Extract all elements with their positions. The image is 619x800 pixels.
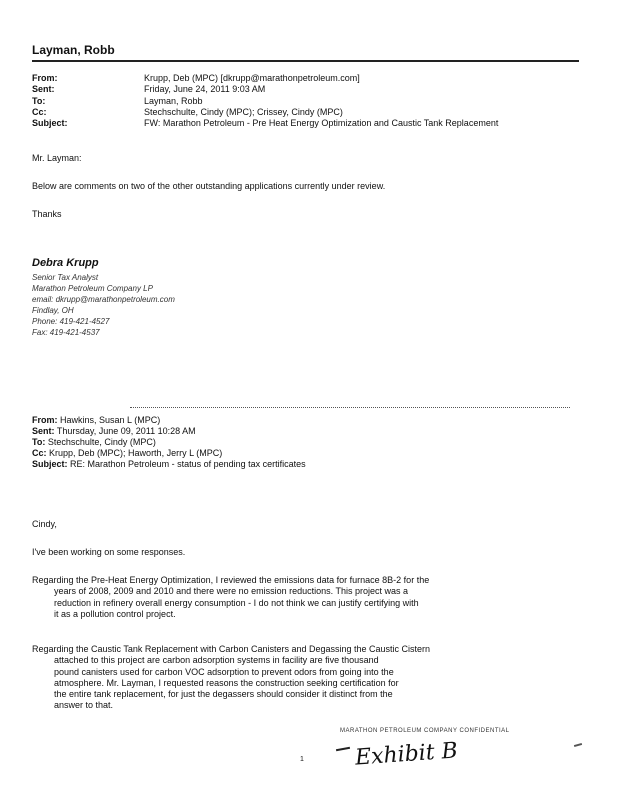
fwd-from-value: Hawkins, Susan L (MPC): [60, 415, 161, 425]
signature-name: Debra Krupp: [32, 257, 99, 269]
fwd-from-row: [32, 415, 160, 426]
body-text: Below are comments on two of the other outstanding applications currently under review.: [32, 181, 386, 191]
fwd-cc-label: Cc:: [32, 448, 47, 458]
signature-line: Findlay, OH: [32, 306, 74, 315]
paragraph-caustic: [32, 644, 567, 712]
greeting: Mr. Layman:: [32, 153, 82, 163]
to-label: To:: [32, 96, 46, 106]
fwd-greeting: Cindy,: [32, 519, 57, 529]
header-rule: [32, 60, 579, 62]
fwd-to-value: Stechschulte, Cindy (MPC): [47, 437, 156, 447]
pen-mark: [336, 747, 350, 751]
fwd-to-row: [32, 437, 156, 448]
fwd-sent-label: Sent:: [32, 426, 55, 436]
fwd-sent-row: [32, 426, 196, 437]
signature-line: email: dkrupp@marathonpetroleum.com: [32, 295, 175, 304]
paragraph-preheat: [32, 575, 567, 620]
paragraph-line: Regarding the Pre-Heat Energy Optimization, I reviewed the emissions data for furnace 8B-2 for the: [32, 575, 430, 585]
pen-mark: [574, 743, 582, 747]
paragraph-line: Regarding the Caustic Tank Replacement with Carbon Canisters and Degassing the Caustic Cistern: [32, 644, 431, 654]
paragraph-line: atmosphere. Mr. Layman, I requested reasons the construction seeking certification for: [54, 677, 399, 688]
separator-dots: [130, 407, 570, 408]
paragraph-line: the entire tank replacement, for just the degassers should consider it distinct from the: [54, 689, 393, 700]
closing: Thanks: [32, 209, 62, 219]
bates-stamp: MARATHON PETROLEUM COMPANY CONFIDENTIAL: [340, 728, 510, 734]
subject-label: Subject:: [32, 118, 68, 128]
signature-line: Fax: 419-421-4537: [32, 328, 100, 337]
fwd-subject-value: RE: Marathon Petroleum - status of pending tax certificates: [70, 459, 306, 469]
cc-label: Cc:: [32, 107, 47, 117]
paragraph-line: years of 2008, 2009 and 2010 and there were no emission reductions. This project was a: [54, 586, 409, 597]
cc-value: Stechschulte, Cindy (MPC); Crissey, Cindy (MPC): [144, 107, 343, 117]
page-number: 1: [300, 756, 304, 763]
fwd-cc-row: [32, 448, 222, 459]
paragraph-line: pound canisters used for carbon VOC adsorption to prevent odors from going into the: [54, 666, 394, 677]
from-value: Krupp, Deb (MPC) [dkrupp@marathonpetroleum.com]: [144, 73, 360, 83]
subject-value: FW: Marathon Petroleum - Pre Heat Energy Optimization and Caustic Tank Replacement: [144, 118, 499, 128]
from-label: From:: [32, 73, 58, 83]
fwd-intro: I've been working on some responses.: [32, 547, 186, 557]
paragraph-line: it as a pollution control project.: [54, 608, 176, 619]
paragraph-line: answer to that.: [54, 700, 114, 711]
fwd-cc-value: Krupp, Deb (MPC); Haworth, Jerry L (MPC): [49, 448, 223, 458]
signature-line: Marathon Petroleum Company LP: [32, 284, 153, 293]
paragraph-line: attached to this project are carbon adsorption systems in facility are five thousand: [54, 655, 379, 666]
fwd-subject-row: [32, 459, 306, 470]
sent-value: Friday, June 24, 2011 9:03 AM: [144, 84, 266, 94]
fwd-from-label: From:: [32, 415, 58, 425]
paragraph-line: reduction in refinery overall energy consumption - I do not think we can justify certifying with: [54, 597, 419, 608]
sent-label: Sent:: [32, 84, 55, 94]
exhibit-handwriting: Exhibit B: [354, 738, 459, 771]
fwd-to-label: To:: [32, 437, 46, 447]
signature-line: Senior Tax Analyst: [32, 273, 99, 282]
mailbox-owner-title: Layman, Robb: [32, 43, 115, 57]
signature-line: Phone: 419-421-4527: [32, 317, 110, 326]
to-value: Layman, Robb: [144, 96, 203, 106]
fwd-sent-value: Thursday, June 09, 2011 10:28 AM: [56, 426, 196, 436]
fwd-subject-label: Subject:: [32, 459, 68, 469]
